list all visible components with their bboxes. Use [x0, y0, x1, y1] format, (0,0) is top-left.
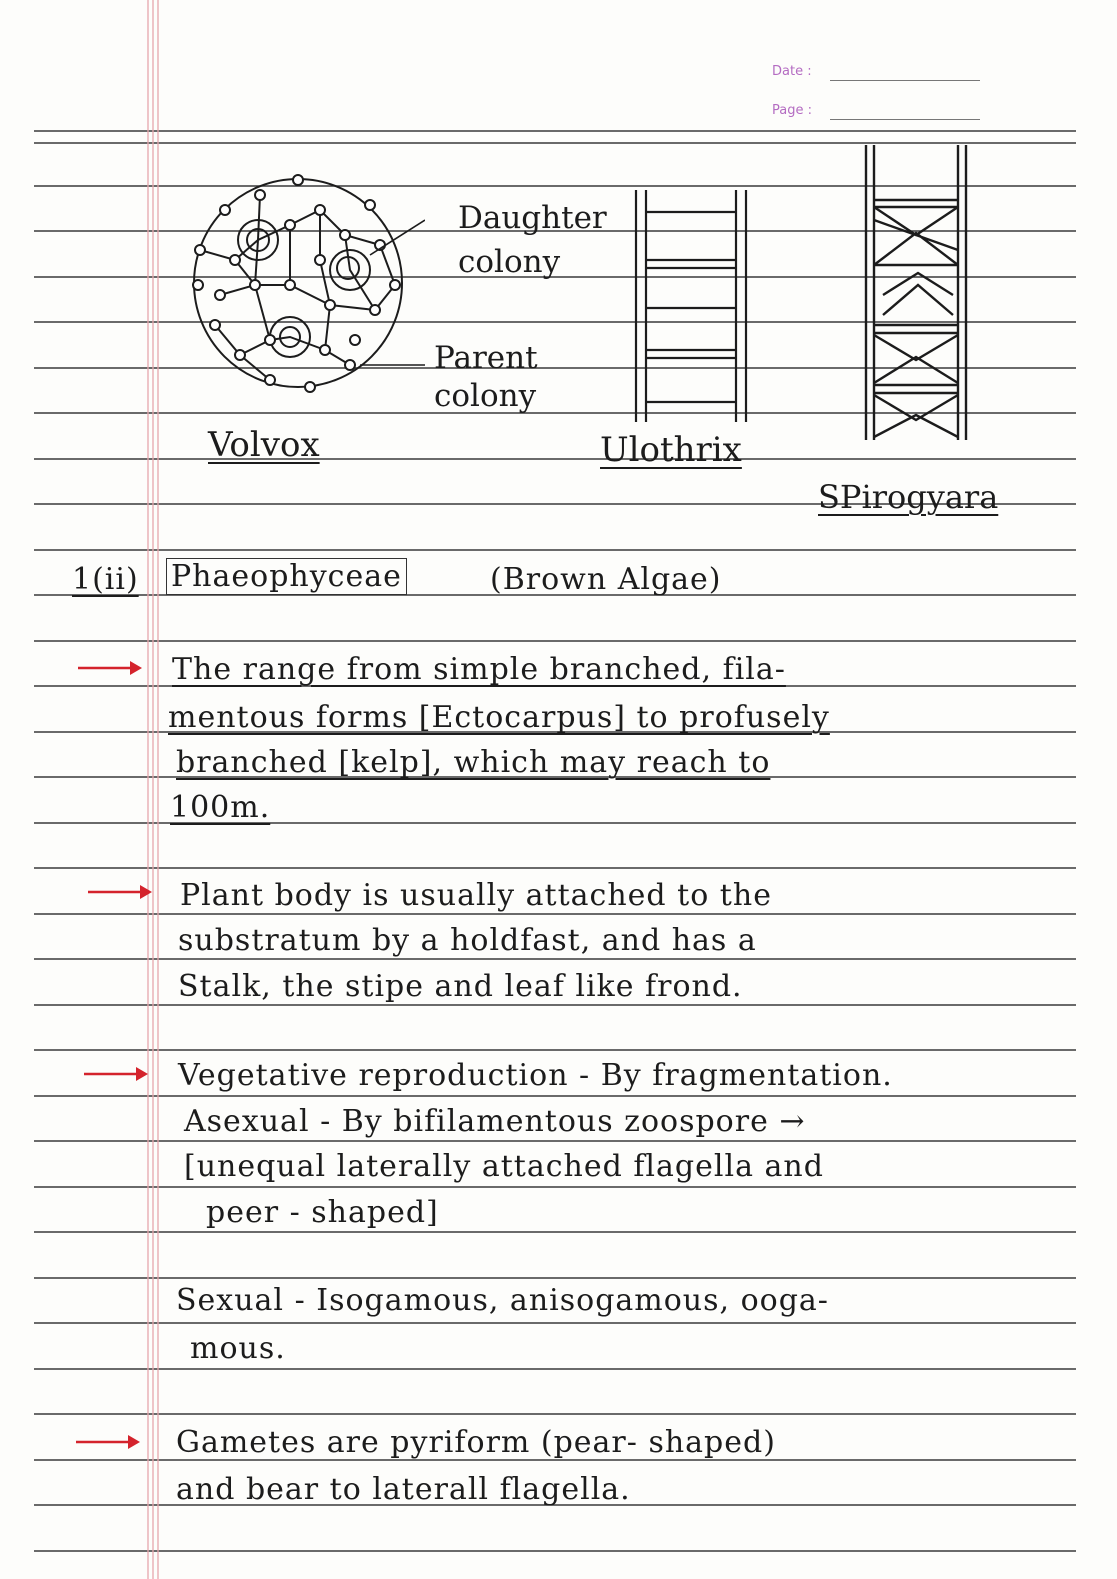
point-2-line-3: Stalk, the stipe and leaf like frond. — [178, 969, 743, 1004]
daughter-label-line2: colony — [458, 244, 561, 280]
section-number: 1(ii) — [72, 562, 139, 597]
page-field-line — [830, 119, 980, 120]
point-1-line-1: The range from simple branched, fila- — [172, 652, 786, 687]
parent-label-line2: colony — [434, 378, 537, 414]
point-3-line-3: [unequal laterally attached flagella and — [184, 1149, 824, 1184]
volvox-diagram — [180, 165, 425, 410]
date-label: Date : — [772, 64, 812, 79]
section-title: Phaeophyceae — [166, 558, 407, 595]
volvox-title: Volvox — [208, 425, 320, 465]
point-3-line-4: peer - shaped] — [206, 1195, 439, 1230]
point-2-line-2: substratum by a holdfast, and has a — [178, 923, 757, 958]
spirogyra-diagram — [858, 145, 978, 445]
bullet-arrow-icon — [88, 882, 154, 902]
point-4-line-2: mous. — [190, 1331, 286, 1366]
bullet-arrow-icon — [78, 658, 144, 678]
point-4-line-1: Sexual - Isogamous, anisogamous, ooga- — [176, 1283, 829, 1318]
point-5-line-2: and bear to laterall flagella. — [176, 1472, 631, 1507]
date-field-line — [830, 80, 980, 81]
page-label: Page : — [772, 103, 812, 118]
bullet-arrow-icon — [76, 1432, 142, 1452]
ulothrix-title: Ulothrix — [600, 430, 742, 470]
point-3-line-2: Asexual - By bifilamentous zoospore → — [184, 1104, 806, 1139]
bullet-arrow-icon — [84, 1064, 150, 1084]
point-3-line-1: Vegetative reproduction - By fragmentation. — [178, 1058, 893, 1093]
parent-label-line1: Parent — [434, 340, 538, 376]
section-subtitle: (Brown Algae) — [490, 562, 722, 597]
point-5-line-1: Gametes are pyriform (pear- shaped) — [176, 1425, 776, 1460]
point-2-line-1: Plant body is usually attached to the — [180, 878, 772, 913]
spirogyra-title: SPirogyara — [818, 478, 999, 516]
point-1-line-2: mentous forms [Ectocarpus] to profusely — [168, 700, 830, 735]
ulothrix-diagram — [630, 190, 755, 425]
daughter-label-line1: Daughter — [458, 200, 607, 236]
point-1-line-3: branched [kelp], which may reach to — [176, 745, 771, 780]
point-1-line-4: 100m. — [170, 790, 271, 825]
